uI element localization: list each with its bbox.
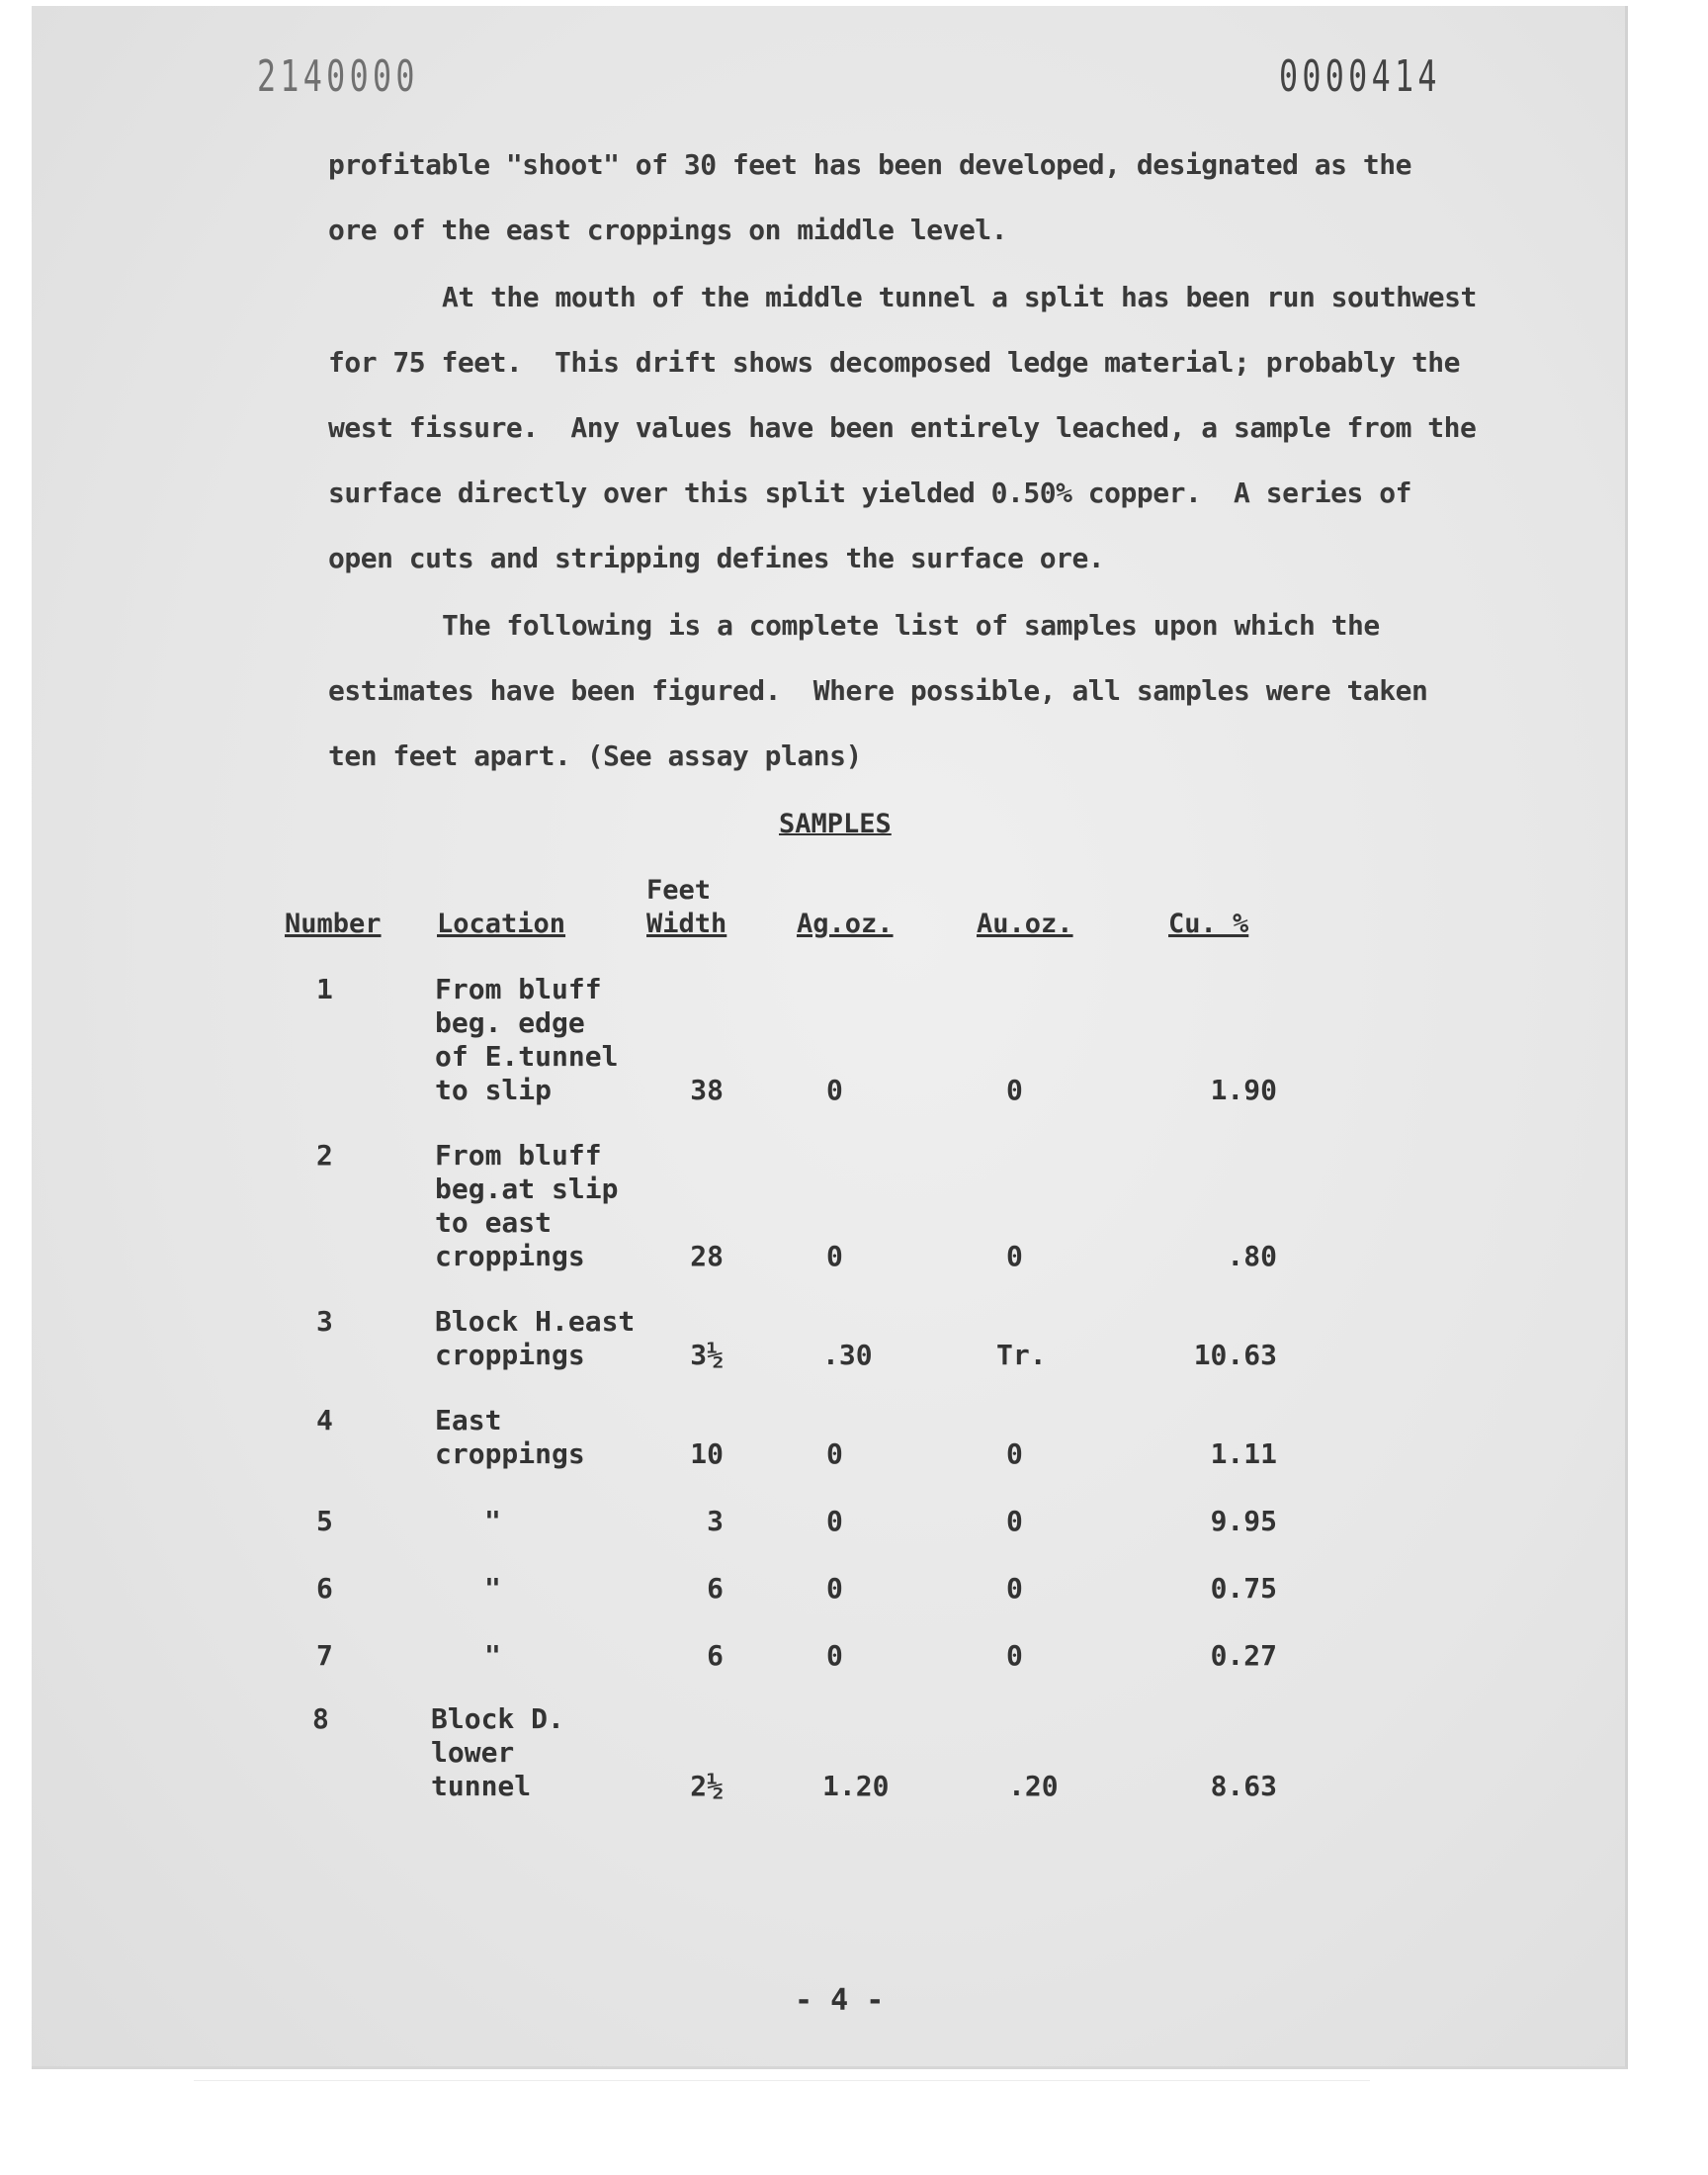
row-2-au: 0: [1006, 1240, 1023, 1272]
text-line: for 75 feet. This drift shows decomposed ledge material; probably the: [328, 346, 1461, 379]
document-page: [32, 6, 1628, 2069]
document-stamp-left: 2140000: [257, 51, 419, 102]
row-2-cu: .80: [1227, 1240, 1277, 1272]
row-4-location-line: croppings: [435, 1437, 585, 1470]
row-1-location-line: of E.tunnel: [435, 1040, 619, 1073]
paragraph-3: [328, 593, 1514, 789]
page-number: - 4 -: [795, 1983, 885, 2018]
row-8-width: 2½: [690, 1770, 724, 1802]
row-3-cu: 10.63: [1193, 1339, 1277, 1371]
row-4-ag: 0: [826, 1437, 843, 1470]
row-8-location-line: tunnel: [431, 1770, 532, 1802]
row-8-location-line: Block D.: [431, 1702, 564, 1735]
column-header-width: Width: [646, 909, 727, 939]
row-5-width: 3: [707, 1505, 724, 1537]
row-5-location-ditto: ": [484, 1505, 501, 1537]
text-line: surface directly over this split yielded 0.50% copper. A series of: [328, 477, 1411, 509]
row-7-width: 6: [707, 1639, 724, 1672]
row-1-location-line: beg. edge: [435, 1006, 585, 1039]
row-5-au: 0: [1006, 1505, 1023, 1537]
row-7-au: 0: [1006, 1639, 1023, 1672]
row-2-number: 2: [316, 1139, 333, 1172]
column-header-location: Location: [437, 909, 566, 939]
row-2-location-line: croppings: [435, 1240, 585, 1272]
row-6-au: 0: [1006, 1572, 1023, 1605]
row-5-cu: 9.95: [1210, 1505, 1277, 1537]
row-2-ag: 0: [826, 1240, 843, 1272]
row-8-au: .20: [1008, 1770, 1059, 1802]
row-1-au: 0: [1006, 1074, 1023, 1106]
document-stamp-right: 0000414: [1279, 51, 1441, 102]
row-6-location-ditto: ": [484, 1572, 501, 1605]
row-1-width: 38: [690, 1074, 724, 1106]
row-6-cu: 0.75: [1210, 1572, 1277, 1605]
row-4-cu: 1.11: [1210, 1437, 1277, 1470]
row-3-ag: .30: [822, 1339, 873, 1371]
row-6-ag: 0: [826, 1572, 843, 1605]
text-line: profitable "shoot" of 30 feet has been developed, designated as the: [328, 148, 1411, 181]
row-1-cu: 1.90: [1210, 1074, 1277, 1106]
row-2-width: 28: [690, 1240, 724, 1272]
row-7-ag: 0: [826, 1639, 843, 1672]
row-3-location-line: Block H.east: [435, 1305, 636, 1338]
column-header-ag: Ag.oz.: [797, 909, 894, 939]
row-4-location-line: East: [435, 1404, 502, 1436]
column-header-number: Number: [285, 909, 382, 939]
column-header-width-top: Feet: [646, 875, 712, 906]
row-2-location-line: to east: [435, 1206, 553, 1239]
row-3-width: 3½: [690, 1339, 724, 1371]
row-4-width: 10: [690, 1437, 724, 1470]
paragraph-1: [328, 132, 1514, 263]
column-header-au: Au.oz.: [977, 909, 1073, 939]
row-1-location-line: to slip: [435, 1074, 553, 1106]
scan-edge-artifact: [194, 2080, 1370, 2109]
text-line: west fissure. Any values have been entirely leached, a sample from the: [328, 411, 1477, 444]
row-8-location-line: lower: [431, 1736, 515, 1769]
row-3-number: 3: [316, 1305, 333, 1338]
row-4-number: 4: [316, 1404, 333, 1436]
text-line: ore of the east croppings on middle level.: [328, 214, 1008, 246]
text-line: estimates have been figured. Where possible, all samples were taken: [328, 674, 1428, 707]
row-3-au: Tr.: [996, 1339, 1047, 1371]
samples-heading: SAMPLES: [779, 809, 892, 839]
row-7-cu: 0.27: [1210, 1639, 1277, 1672]
column-header-cu: Cu. %: [1168, 909, 1249, 939]
row-2-location-line: From bluff: [435, 1139, 602, 1172]
text-line: ten feet apart. (See assay plans): [328, 740, 862, 772]
row-6-number: 6: [316, 1572, 333, 1605]
row-8-cu: 8.63: [1210, 1770, 1277, 1802]
row-5-number: 5: [316, 1505, 333, 1537]
row-8-number: 8: [312, 1702, 329, 1735]
text-line: At the mouth of the middle tunnel a split has been run southwest: [442, 281, 1477, 313]
row-5-ag: 0: [826, 1505, 843, 1537]
row-1-number: 1: [316, 973, 333, 1005]
row-3-location-line: croppings: [435, 1339, 585, 1371]
row-1-ag: 0: [826, 1074, 843, 1106]
paragraph-2: [328, 265, 1514, 591]
text-line: open cuts and stripping defines the surface ore.: [328, 542, 1105, 574]
row-6-width: 6: [707, 1572, 724, 1605]
row-7-location-ditto: ": [484, 1639, 501, 1672]
text-line: The following is a complete list of samples upon which the: [442, 609, 1380, 642]
row-2-location-line: beg.at slip: [435, 1173, 619, 1205]
row-4-au: 0: [1006, 1437, 1023, 1470]
row-8-ag: 1.20: [822, 1770, 890, 1802]
row-7-number: 7: [316, 1639, 333, 1672]
row-1-location-line: From bluff: [435, 973, 602, 1005]
